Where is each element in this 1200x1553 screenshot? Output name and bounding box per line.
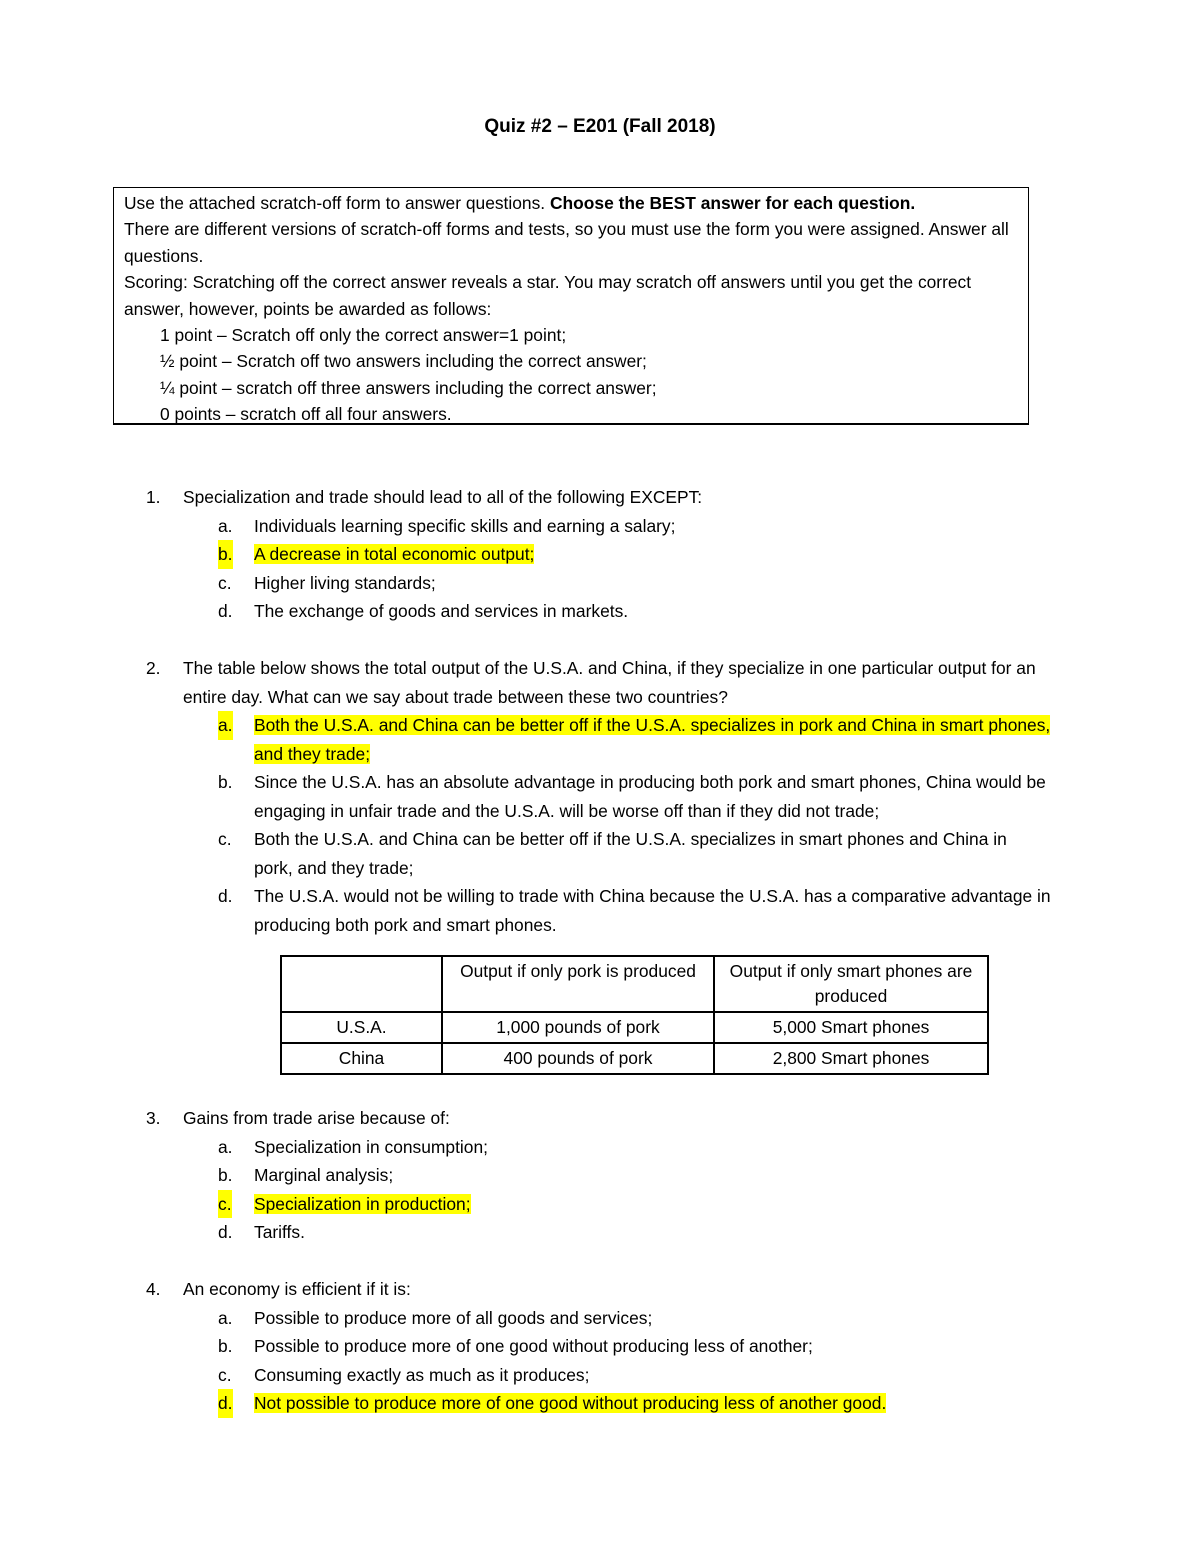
option-letter: d. [218, 1222, 233, 1242]
option-letter: d. [218, 886, 233, 906]
option-3a[interactable] [0, 1133, 1200, 1162]
option-4a[interactable] [0, 1304, 1200, 1333]
question-stem: The table below shows the total output of the U.S.A. and China, if they specialize in one particular output for an entire day. What can we say about trade between these two countries? [183, 658, 1036, 707]
option-letter: c. [218, 1364, 232, 1385]
option-letter: c. [218, 1190, 232, 1219]
question-2 [0, 654, 1200, 939]
option-letter: b. [218, 772, 233, 792]
option-letter: d. [218, 601, 233, 621]
option-text: Higher living standards; [254, 572, 436, 593]
option-text: Specialization in production; [254, 1193, 471, 1214]
option-letter: b. [218, 540, 233, 569]
table-cell: China [281, 1043, 442, 1074]
option-3b[interactable] [0, 1161, 1200, 1190]
question-1 [0, 483, 1200, 626]
scoring-text: Scoring: Scratching off the correct answer reveals a star. You may scratch off answers until you get the correct answer, however, points be awarded as follows: [124, 272, 972, 319]
table-cell: 2,800 Smart phones [714, 1043, 988, 1074]
option-text: Since the U.S.A. has an absolute advantage in producing both pork and smart phones, China would be engaging in unfair trade and the U.S.A. will be worse off than if they did not trade; [254, 772, 1046, 821]
table-header-cell: Output if only smart phones are produced [714, 956, 988, 1012]
table-cell: 5,000 Smart phones [714, 1012, 988, 1043]
option-text: Both the U.S.A. and China can be better off if the U.S.A. specializes in smart phones and China in pork, and they trade; [254, 829, 1007, 878]
table-row [281, 1043, 988, 1074]
question-4 [0, 1275, 1200, 1418]
option-2b[interactable] [0, 768, 1074, 825]
question-3 [0, 1104, 1200, 1247]
option-letter: a. [218, 1136, 233, 1157]
question-number: 1. [146, 487, 161, 507]
option-2d[interactable] [0, 882, 1054, 939]
scoring-point-4: 0 points – scratch off all four answers. [160, 404, 452, 425]
option-text: Both the U.S.A. and China can be better off if the U.S.A. specializes in pork and China in smart phones, and they trade; [254, 715, 1051, 764]
option-3c-correct[interactable] [0, 1190, 1200, 1219]
option-3d[interactable] [0, 1218, 1200, 1247]
option-text: Tariffs. [254, 1222, 305, 1242]
option-1a[interactable] [0, 512, 1200, 541]
instructions-box [113, 187, 1029, 425]
option-letter: c. [218, 829, 232, 849]
scoring-point-1: 1 point – Scratch off only the correct answer=1 point; [160, 325, 567, 346]
question-stem: Gains from trade arise because of: [183, 1108, 450, 1128]
option-letter: a. [218, 515, 233, 536]
option-text: A decrease in total economic output; [254, 544, 535, 564]
table-cell: U.S.A. [281, 1012, 442, 1043]
question-number: 3. [146, 1108, 161, 1128]
table-cell: 1,000 pounds of pork [442, 1012, 714, 1043]
option-text: Possible to produce more of one good without producing less of another; [254, 1336, 813, 1356]
instructions-text: Use the attached scratch-off form to answer questions. [124, 193, 550, 213]
option-4c[interactable] [0, 1361, 1200, 1390]
option-text: Individuals learning specific skills and earning a salary; [254, 515, 676, 536]
option-text: Possible to produce more of all goods and services; [254, 1307, 653, 1328]
option-2c[interactable] [0, 825, 1044, 882]
scoring-point-3: ¼ point – scratch off three answers including the correct answer; [160, 377, 657, 398]
option-text: Consuming exactly as much as it produces; [254, 1364, 590, 1385]
table-header-cell [281, 956, 442, 1012]
option-1b-correct[interactable] [0, 540, 1200, 569]
option-text: Not possible to produce more of one good without producing less of another good. [254, 1393, 887, 1413]
question-stem: Specialization and trade should lead to all of the following EXCEPT: [183, 487, 703, 507]
option-letter: a. [218, 711, 233, 740]
option-2a-correct[interactable] [0, 711, 1084, 768]
option-text: The U.S.A. would not be willing to trade with China because the U.S.A. has a comparative advantage in producing both pork and smart phones. [254, 886, 1051, 935]
option-text: Marginal analysis; [254, 1165, 394, 1185]
option-text: The exchange of goods and services in markets. [254, 601, 629, 621]
question-number: 4. [146, 1279, 161, 1299]
option-4d-correct[interactable] [0, 1389, 1200, 1418]
option-letter: a. [218, 1307, 233, 1328]
quiz-title: Quiz #2 – E201 (Fall 2018) [484, 116, 716, 137]
option-letter: b. [218, 1165, 233, 1185]
output-table [280, 955, 989, 1075]
instructions-emphasis: Choose the BEST answer for each question. [549, 193, 916, 213]
option-1d[interactable] [0, 597, 1200, 626]
table-cell: 400 pounds of pork [442, 1043, 714, 1074]
option-4b[interactable] [0, 1332, 1200, 1361]
instructions-versions: There are different versions of scratch-off forms and tests, so you must use the form you were assigned. Answer all questions. [124, 219, 1009, 266]
option-1c[interactable] [0, 569, 1200, 598]
option-text: Specialization in consumption; [254, 1136, 488, 1157]
option-letter: b. [218, 1336, 233, 1356]
scoring-point-2: ½ point – Scratch off two answers including the correct answer; [160, 351, 647, 372]
question-stem: An economy is efficient if it is: [183, 1279, 411, 1299]
table-header-row [281, 956, 988, 1012]
table-row [281, 1012, 988, 1043]
question-number: 2. [146, 658, 161, 678]
option-letter: c. [218, 572, 232, 593]
option-letter: d. [218, 1389, 233, 1418]
table-header-cell: Output if only pork is produced [442, 956, 714, 1012]
instructions-line-1 [124, 190, 1018, 216]
